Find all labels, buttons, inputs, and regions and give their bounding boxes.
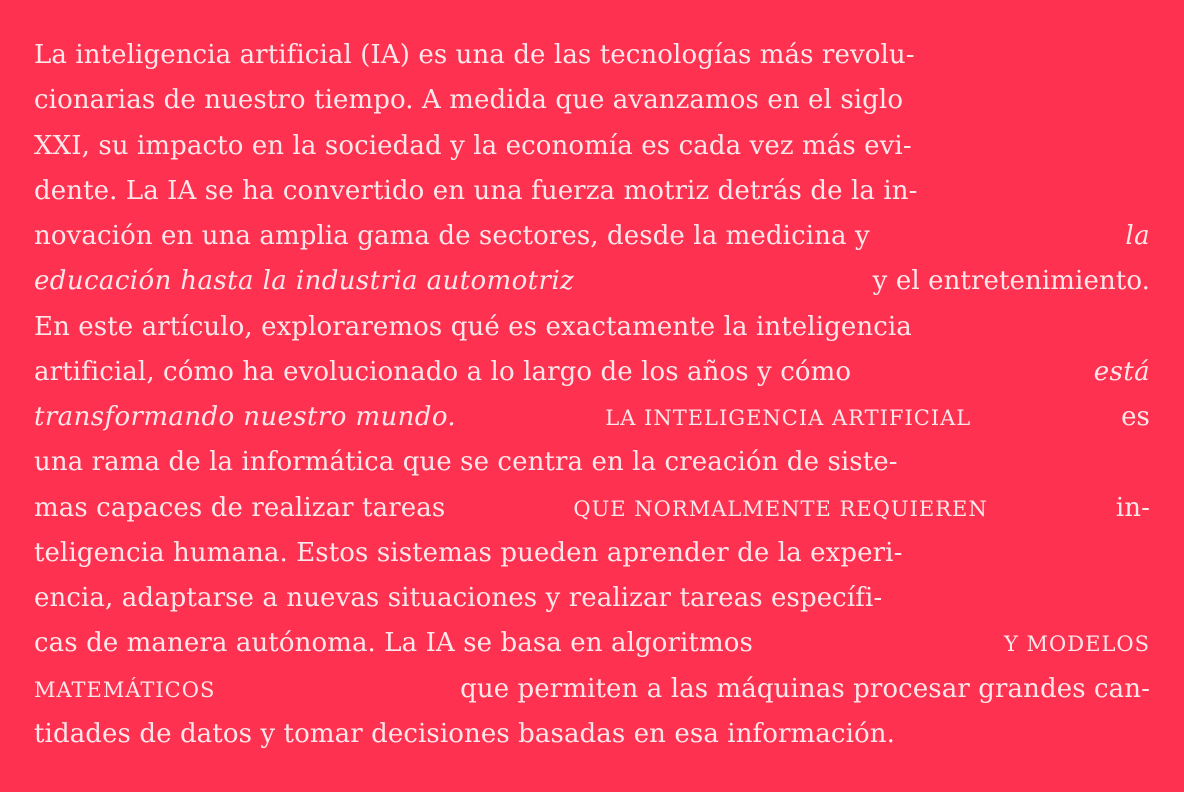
- text-segment: cas de manera autónoma. La IA se basa en algoritmos: [34, 628, 762, 659]
- text-segment: in-: [1107, 492, 1150, 523]
- text-segment: En este artículo, exploraremos qué es exactamente la inteligencia: [34, 311, 912, 342]
- text-segment: transformando nuestro mundo.: [34, 402, 457, 432]
- text-segment: QUE NORMALMENTE REQUIEREN: [573, 496, 988, 521]
- text-segment: MATEMÁTICOS: [34, 677, 216, 702]
- article-text: [34, 33, 1150, 757]
- text-segment: dente. La IA se ha convertido en una fuerza motriz detrás de la in-: [34, 175, 918, 206]
- text-line: [34, 440, 1150, 485]
- text-line: [34, 712, 1150, 757]
- text-segment: encia, adaptarse a nuevas situaciones y realizar tareas específi-: [34, 583, 883, 613]
- text-segment: teligencia humana. Estos sistemas pueden aprender de la experi-: [34, 537, 903, 568]
- text-segment: la: [1125, 221, 1150, 251]
- text-segment: LA INTELIGENCIA ARTIFICIAL: [597, 406, 972, 430]
- text-segment: novación en una amplia gama de sectores, desde la medicina y: [34, 221, 879, 251]
- text-line: [34, 350, 1150, 395]
- text-segment: cionarias de nuestro tiempo. A medida que avanzamos en el siglo: [34, 85, 904, 116]
- text-line: [34, 259, 1150, 304]
- text-line: [34, 33, 1150, 78]
- text-line: [34, 621, 1150, 666]
- text-line: [34, 124, 1150, 169]
- text-segment: educación hasta la industria automotriz: [34, 266, 575, 297]
- text-line: [34, 305, 1150, 350]
- text-segment: y el entretenimiento.: [864, 266, 1150, 297]
- text-line: [34, 214, 1150, 259]
- text-segment: está: [1093, 356, 1150, 387]
- text-line: [34, 531, 1150, 576]
- text-segment: artificial, cómo ha evolucionado a lo largo de los años y cómo: [34, 356, 860, 387]
- text-segment: tidades de datos y tomar decisiones basadas en esa información.: [34, 718, 895, 749]
- text-line: [34, 169, 1150, 214]
- text-segment: Y MODELOS: [1004, 632, 1150, 657]
- text-segment: es: [1112, 402, 1150, 432]
- text-segment: La inteligencia artificial (IA) es una de las tecnologías más revolu-: [34, 40, 915, 70]
- text-segment: mas capaces de realizar tareas: [34, 492, 454, 523]
- text-line: [34, 78, 1150, 123]
- text-line: [34, 486, 1150, 531]
- text-segment: que permiten a las máquinas procesar grandes can-: [451, 673, 1150, 704]
- text-segment: una rama de la informática que se centra en la creación de siste-: [34, 447, 898, 478]
- text-line: [34, 395, 1150, 440]
- text-segment: XXI, su impacto en la sociedad y la economía es cada vez más evi-: [34, 130, 912, 161]
- text-line: [34, 576, 1150, 621]
- text-line: [34, 667, 1150, 712]
